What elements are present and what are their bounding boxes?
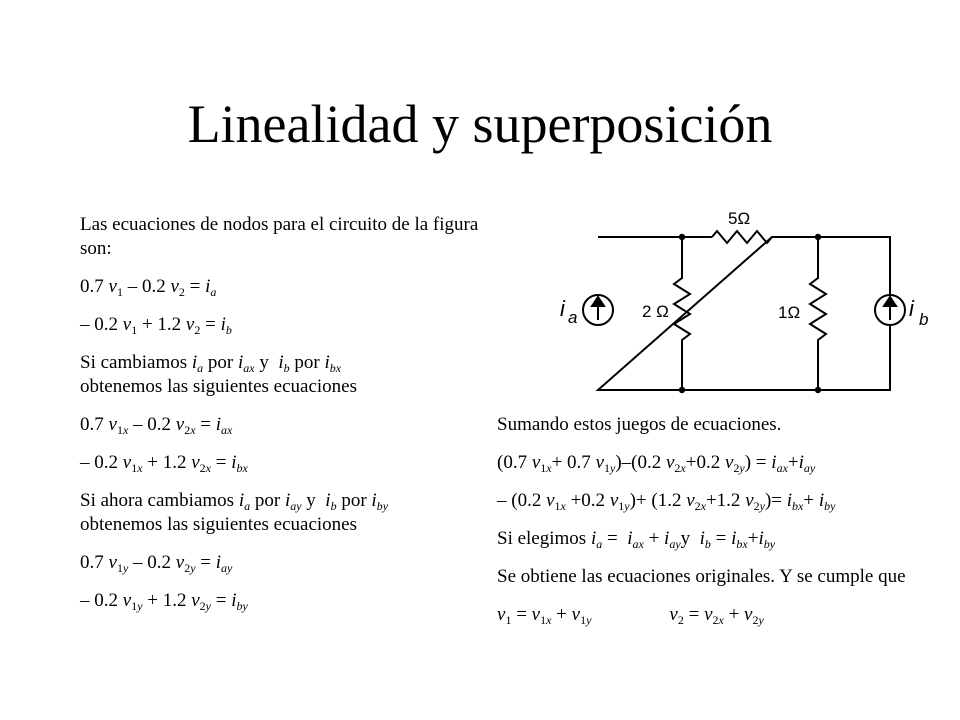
label-1-ohm: 1Ω <box>778 303 801 322</box>
equation-4: – 0.2 $v_{1x} + 1.2$ $v_{2x} = i_{bx}$ <box>80 452 248 475</box>
change-1-suffix: obtenemos las siguientes ecuaciones <box>80 376 358 397</box>
label-ib-sub: b <box>919 310 929 329</box>
superposition-equations: $v_1 = v_{1x} + v_{1y}$ $v_2 = v_{2x} + v_{2y}$ <box>497 604 764 627</box>
intro-text: Las ecuaciones de nodos para el circuito de la figura son: <box>80 214 479 259</box>
sum-equation-2: – (0.2 $v_{1x} +0.2$ $v_{1y})+ (1.2$ $v_{2x}+1.2$ $v_{2y})= i_{bx}+ i_{by}$ <box>497 490 836 513</box>
junction-dot <box>679 387 685 393</box>
left-column <box>80 213 510 627</box>
change-1-text: Si cambiamos $i_a$ por $i_{ax}$ y $i_b$ por $i_{bx}$ obtenemos las siguientes ecuaciones <box>80 352 358 397</box>
resistor-5-ohm <box>712 231 772 243</box>
choose-line: Si elegimos $i_a = i_{ax} + i_{ay}y$ $i_b = i_{bx}+i_{by}$ <box>497 528 776 551</box>
junction-dot <box>815 234 821 240</box>
change-2-text: Si ahora cambiamos $i_a$ por $i_{ay}$ y $i_b$ por $i_{by}$ obtenemos las siguientes ecuaciones <box>80 490 389 535</box>
change-1-prefix: Si cambiamos <box>80 352 188 373</box>
choose-prefix: Si elegimos <box>497 528 587 549</box>
equation-6: – 0.2 $v_{1y} + 1.2$ $v_{2y} = i_{by}$ <box>80 590 248 613</box>
label-5-ohm: 5Ω <box>728 209 751 228</box>
junction-dot <box>815 387 821 393</box>
circuit-diagram <box>560 200 929 400</box>
label-2-ohm: 2 Ω <box>642 302 669 321</box>
change-2-suffix: obtenemos las siguientes ecuaciones <box>80 514 358 535</box>
right-column <box>497 413 937 637</box>
equation-3: 0.7 $v_{1x} - 0.2$ $v_{2x} = i_{ax}$ <box>80 414 233 437</box>
sum-heading: Sumando estos juegos de ecuaciones. <box>497 414 782 435</box>
sum-equation-1: (0.7 $v_{1x}+ 0.7$ $v_{1y})-(0.2$ $v_{2x}+0.2$ $v_{2y}) = i_{ax}+i_{ay}$ <box>497 452 816 475</box>
slide-title: Linealidad y superposición <box>187 94 773 154</box>
equation-5: 0.7 $v_{1y} - 0.2$ $v_{2y} = i_{ay}$ <box>80 552 233 575</box>
resistor-1-ohm <box>810 237 826 390</box>
equation-2: – 0.2 $v_1 + 1.2$ $v_2 = i_b$ <box>80 314 232 337</box>
junction-dot <box>679 234 685 240</box>
change-2-prefix: Si ahora cambiamos <box>80 490 235 511</box>
equation-1: 0.7 $v_1 - 0.2$ $v_2 = i_a$ <box>80 276 217 299</box>
label-ia: i <box>560 296 565 321</box>
resistor-2-ohm <box>674 237 690 390</box>
result-text: Se obtiene las ecuaciones originales. Y se cumple que <box>497 566 906 587</box>
label-ia-sub: a <box>568 308 578 327</box>
label-ib-main: i <box>909 296 914 321</box>
